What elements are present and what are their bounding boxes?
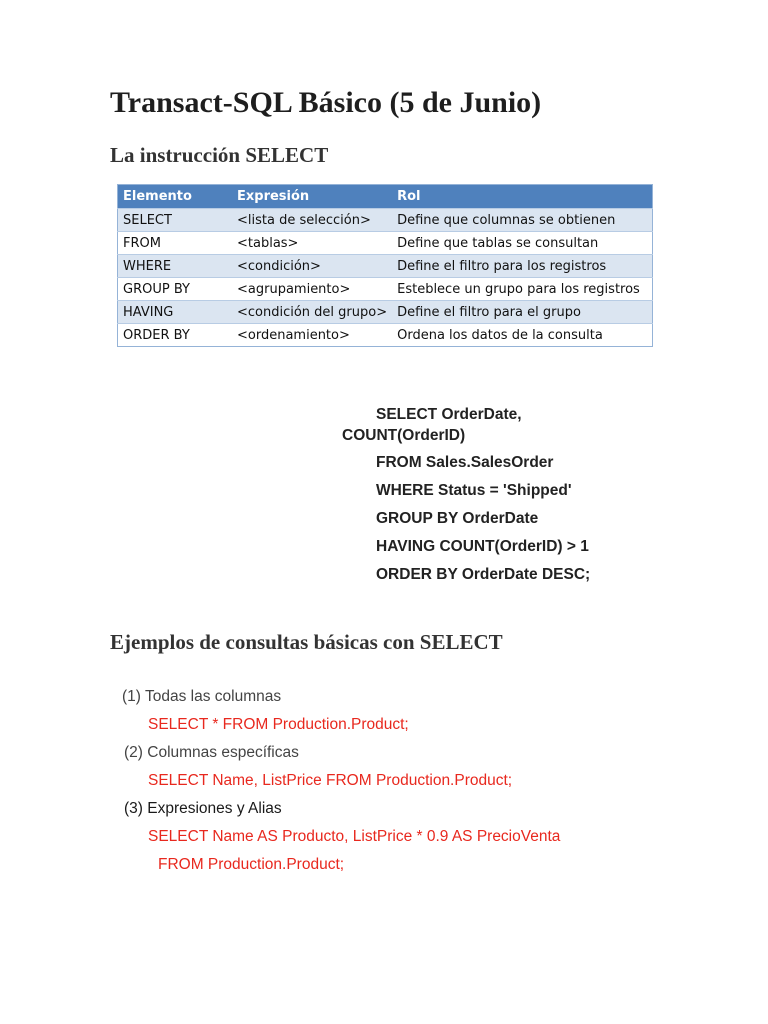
sql-line: FROM Sales.SalesOrder	[376, 454, 554, 471]
sql-line: SELECT OrderDate,	[376, 406, 522, 423]
table-cell: Define que columnas se obtienen	[392, 209, 652, 232]
table-row	[118, 232, 653, 255]
example-code: SELECT Name, ListPrice FROM Production.Product;	[148, 772, 513, 789]
example-code: SELECT Name AS Producto, ListPrice * 0.9 AS PrecioVenta	[148, 828, 561, 845]
table-row	[118, 255, 653, 278]
example-label: (1) Todas las columnas	[122, 688, 282, 705]
table-row	[118, 324, 653, 347]
sql-line: COUNT(OrderID)	[342, 427, 466, 444]
section-heading-examples: Ejemplos de consultas básicas con SELECT	[110, 630, 503, 654]
table-row	[118, 301, 653, 324]
table-cell: SELECT	[118, 209, 233, 232]
sql-line: ORDER BY OrderDate DESC;	[376, 566, 591, 583]
table-row	[118, 209, 653, 232]
section-heading-select: La instrucción SELECT	[110, 143, 329, 167]
table-cell: WHERE	[118, 255, 233, 278]
table-header-cell: Expresión	[232, 185, 392, 209]
table-cell: Define el filtro para el grupo	[392, 301, 652, 324]
sql-line: GROUP BY OrderDate	[376, 510, 539, 527]
example-label: (2) Columnas específicas	[124, 744, 299, 761]
example-code: SELECT * FROM Production.Product;	[148, 716, 409, 733]
table-cell: Define que tablas se consultan	[392, 232, 652, 255]
table-cell: <agrupamiento>	[232, 278, 392, 301]
table-cell: Esteblece un grupo para los registros	[392, 278, 652, 301]
table-cell: <lista de selección>	[232, 209, 392, 232]
example-code: FROM Production.Product;	[158, 856, 345, 873]
table-cell: <condición del grupo>	[232, 301, 392, 324]
table-cell: GROUP BY	[118, 278, 233, 301]
page-title: Transact-SQL Básico (5 de Junio)	[110, 86, 542, 119]
table-cell: <condición>	[232, 255, 392, 278]
select-clauses-table	[117, 184, 653, 347]
table-cell: <ordenamiento>	[232, 324, 392, 347]
table-cell: ORDER BY	[118, 324, 233, 347]
sql-line: HAVING COUNT(OrderID) > 1	[376, 538, 589, 555]
table-cell: Define el filtro para los registros	[392, 255, 652, 278]
table-header-cell: Elemento	[118, 185, 233, 209]
example-label: (3) Expresiones y Alias	[124, 800, 282, 817]
table-cell: FROM	[118, 232, 233, 255]
table-header-row	[118, 185, 653, 209]
table-header-cell: Rol	[392, 185, 652, 209]
table-cell: Ordena los datos de la consulta	[392, 324, 652, 347]
table-cell: <tablas>	[232, 232, 392, 255]
table-row	[118, 278, 653, 301]
table-cell: HAVING	[118, 301, 233, 324]
sql-line: WHERE Status = 'Shipped'	[376, 482, 572, 499]
